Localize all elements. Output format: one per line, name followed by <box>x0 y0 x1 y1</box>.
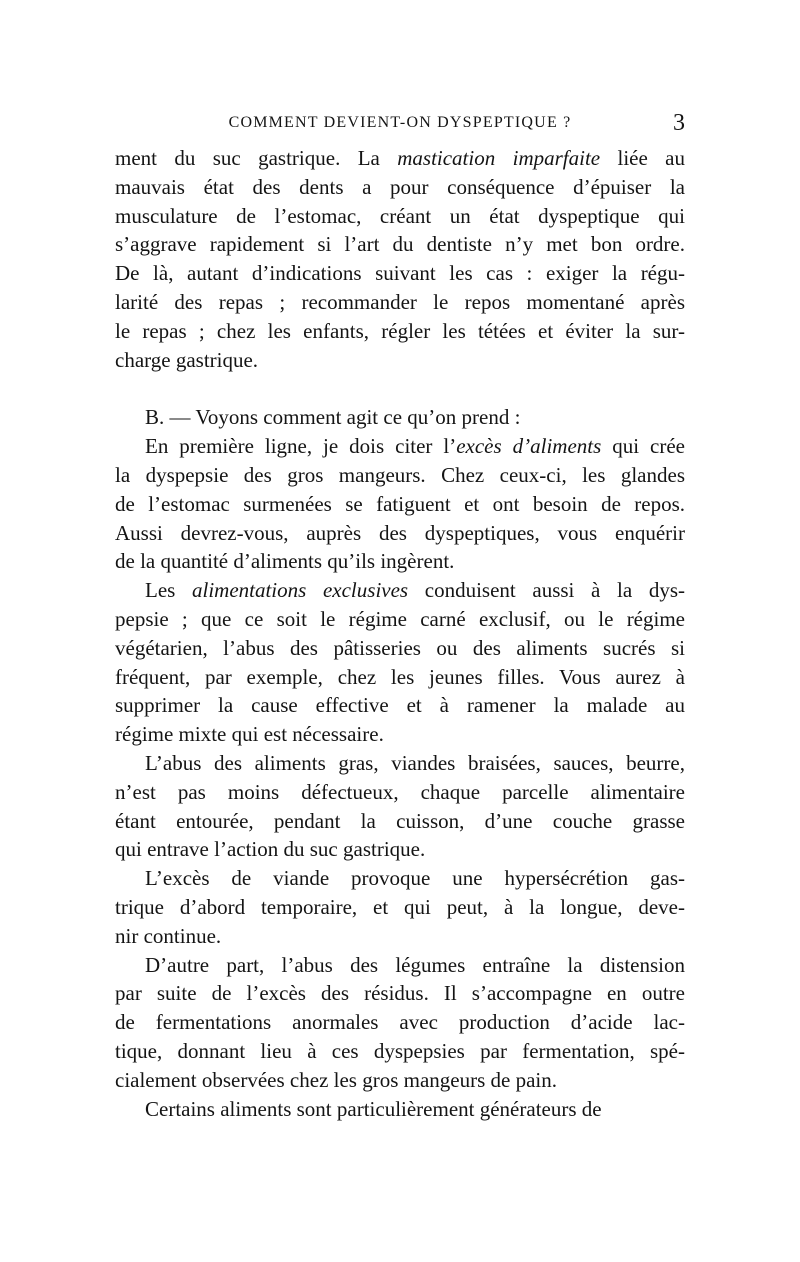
text-span: cialement observées chez les gros mangeurs de pain. <box>115 1067 557 1092</box>
text-line <box>115 663 685 692</box>
text-span: En première ligne, je dois citer l’ <box>145 434 457 459</box>
text-line <box>115 835 685 864</box>
page-number: 3 <box>673 110 685 136</box>
text-span: D’autre part, l’abus des légumes entraîne la distension <box>145 952 685 977</box>
text-span: Certains aliments sont particulièrement générateurs de <box>145 1096 602 1121</box>
paragraph-gap <box>115 374 685 403</box>
text-span: liée au <box>600 146 685 170</box>
paragraph <box>115 576 685 749</box>
paragraph <box>115 403 685 432</box>
text-line <box>115 288 685 317</box>
text-span: de fermentations anormales avec production d’acide lac- <box>115 1010 685 1035</box>
text-span: n’est pas moins défectueux, chaque parcelle alimentaire <box>115 779 685 804</box>
text-line <box>115 691 685 720</box>
text-line <box>115 547 685 576</box>
text-span: Les <box>145 578 192 603</box>
text-span: s’aggrave rapidement si l’art du dentiste n’y met bon ordre. <box>115 232 685 257</box>
text-line <box>115 807 685 836</box>
text-line <box>115 346 685 375</box>
text-line <box>115 403 685 432</box>
text-line <box>115 778 685 807</box>
text-line <box>115 519 685 548</box>
text-line <box>115 864 685 893</box>
paragraph <box>115 1095 685 1124</box>
text-line <box>115 490 685 519</box>
paragraph <box>115 749 685 864</box>
italic-text: excès d’aliments <box>456 434 602 459</box>
running-head <box>115 110 685 140</box>
body-text <box>115 144 685 1123</box>
text-line <box>115 634 685 663</box>
text-span: L’abus des aliments gras, viandes braisées, sauces, beurre, <box>145 750 685 775</box>
text-line <box>115 1037 685 1066</box>
text-span: de la quantité d’aliments qu’ils ingèrent. <box>115 549 455 574</box>
text-line <box>115 1066 685 1095</box>
paragraph <box>115 432 685 576</box>
text-line <box>115 979 685 1008</box>
text-line <box>115 605 685 634</box>
text-span: supprimer la cause effective et à ramener la malade au <box>115 693 685 718</box>
text-line <box>115 461 685 490</box>
text-span: de l’estomac surmenées se fatiguent et ont besoin de repos. <box>115 491 685 516</box>
text-span: étant entourée, pendant la cuisson, d’une couche grasse <box>115 808 685 833</box>
text-span: le repas ; chez les enfants, régler les tétées et éviter la sur- <box>115 318 685 343</box>
text-line <box>115 951 685 980</box>
text-span: charge gastrique. <box>115 347 259 372</box>
text-span: mauvais état des dents a pour conséquence d’épuiser la <box>115 174 685 199</box>
text-span: tique, donnant lieu à ces dyspepsies par fermentation, spé- <box>115 1038 685 1063</box>
text-span: par suite de l’excès des résidus. Il s’accompagne en outre <box>115 981 685 1006</box>
paragraph <box>115 144 685 374</box>
text-line <box>115 202 685 231</box>
text-line <box>115 922 685 951</box>
text-line <box>115 173 685 202</box>
text-line <box>115 720 685 749</box>
text-span: larité des repas ; recommander le repos momentané après <box>115 289 685 314</box>
text-span: nir continue. <box>115 923 222 948</box>
text-span: musculature de l’estomac, créant un état dyspeptique qui <box>115 203 685 228</box>
paragraph <box>115 864 685 950</box>
italic-text: alimentations exclusives <box>191 578 409 603</box>
text-span: trique d’abord temporaire, et qui peut, à la longue, deve- <box>115 894 685 919</box>
text-line <box>115 576 685 605</box>
text-span: végétarien, l’abus des pâtisseries ou des aliments sucrés si <box>115 635 685 660</box>
text-span: qui entrave l’action du suc gastrique. <box>115 837 426 862</box>
text-line <box>115 893 685 922</box>
running-title: COMMENT DEVIENT-ON DYSPEPTIQUE ? <box>228 114 572 131</box>
text-span: L’excès de viande provoque une hypersécrétion gas- <box>145 866 685 891</box>
text-span: la dyspepsie des gros mangeurs. Chez ceux-ci, les glandes <box>115 462 685 487</box>
text-span: B. — Voyons comment agit ce qu’on prend : <box>145 405 521 430</box>
text-line <box>115 1095 685 1124</box>
text-span: De là, autant d’indications suivant les cas : exiger la régu- <box>115 261 685 286</box>
text-span: régime mixte qui est nécessaire. <box>115 722 384 747</box>
text-line <box>115 432 685 461</box>
text-span: ment du suc gastrique. La <box>115 146 398 170</box>
text-line <box>115 317 685 346</box>
paragraph <box>115 951 685 1095</box>
text-span: fréquent, par exemple, chez les jeunes filles. Vous aurez à <box>115 664 685 689</box>
italic-text: mastication imparfaite <box>397 146 601 170</box>
text-span: Aussi devrez-vous, auprès des dyspeptiques, vous enquérir <box>115 520 685 545</box>
text-line <box>115 230 685 259</box>
text-span: qui crée <box>601 434 685 459</box>
text-line <box>115 144 685 173</box>
text-span: conduisent aussi à la dys- <box>408 578 685 603</box>
text-span: pepsie ; que ce soit le régime carné exclusif, ou le régime <box>115 606 685 631</box>
text-line <box>115 749 685 778</box>
text-line <box>115 259 685 288</box>
text-line <box>115 1008 685 1037</box>
